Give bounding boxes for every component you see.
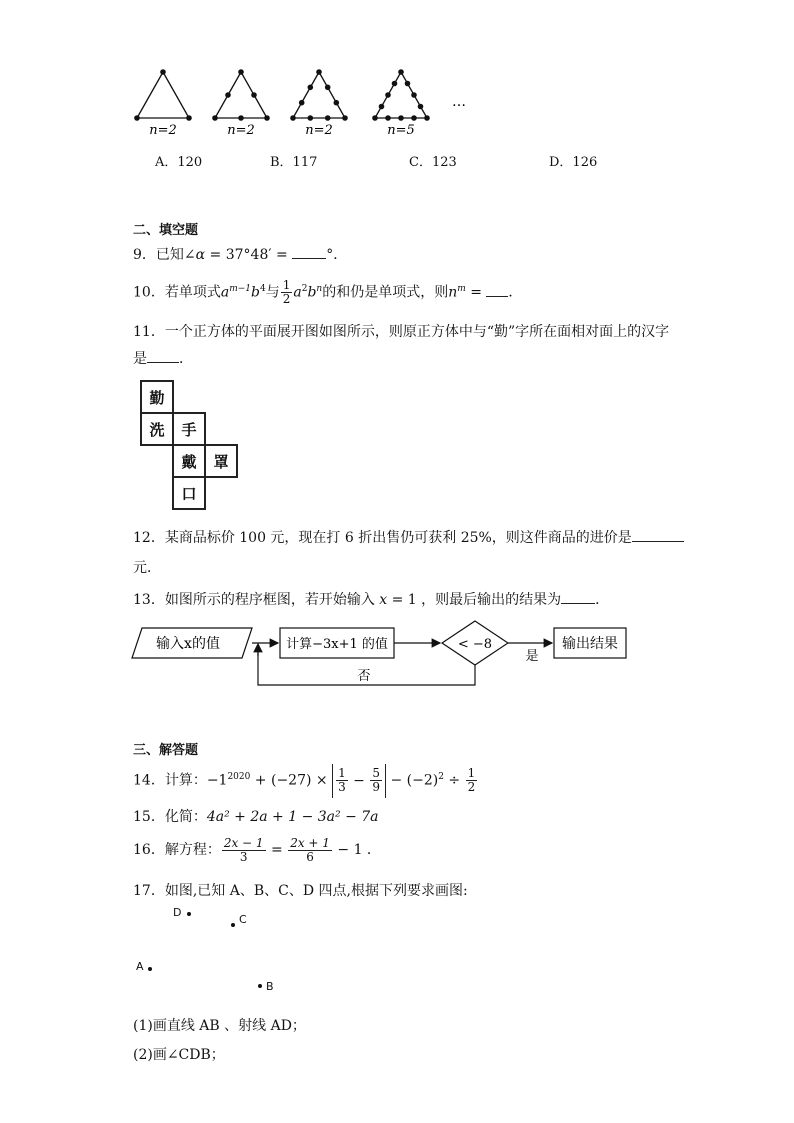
q10-fraction: $\frac{1}{2}$ <box>282 278 291 307</box>
section-answer-title: 三、解答题 <box>133 743 199 758</box>
q10-end: ． <box>508 284 523 301</box>
q16-frac2: $\frac{2x + 1}{6}$ <box>290 835 330 864</box>
q10-term1-a: a <box>220 284 230 301</box>
q10-mid: 与 <box>265 284 280 301</box>
point-a-label: A <box>136 960 144 973</box>
q10-term1-b: b <box>251 284 260 301</box>
q11-shi: 是 <box>133 351 147 367</box>
q14-exp2: 2 <box>438 772 444 782</box>
triangle-label-3: n=2 <box>305 123 333 138</box>
question-15 <box>133 806 379 826</box>
q10-post: 的和仍是单项式，则 <box>322 284 449 301</box>
program-flowchart <box>128 616 638 692</box>
q10-term1-exp2: 4 <box>259 284 266 294</box>
q14-p2: + (−27) × <box>250 772 333 789</box>
q13-pre: 13．如图所示的程序框图，若开始输入 <box>133 592 380 608</box>
q14-pre: 14．计算：−1 <box>133 772 228 789</box>
question-17: 17．如图,已知 A、B、C、D 四点,根据下列要求画图: <box>133 883 468 899</box>
section-fill-in-title: 二、填空题 <box>133 223 199 238</box>
triangle-3 <box>293 72 345 118</box>
q14-frac3: $\frac{1}{2}$ <box>467 766 476 795</box>
cube-net <box>138 378 242 512</box>
net-cell-kou: 口 <box>172 476 206 510</box>
q14-p4: ÷ <box>443 772 465 789</box>
flow-yes-label: 是 <box>525 649 539 664</box>
choice-a: A．120 <box>155 155 203 170</box>
q10-pre: 10．若单项式 <box>133 284 221 301</box>
q9-post: °． <box>326 247 348 263</box>
q9-pre: 9．已知∠ <box>133 247 196 263</box>
q9-answer-blank[interactable] <box>292 244 326 259</box>
net-cell-qin: 勤 <box>140 380 174 414</box>
q13-end: ． <box>595 592 610 608</box>
q10-term2-exp2: n <box>316 284 323 294</box>
q16-post: − 1 ． <box>332 842 381 858</box>
q15-pre: 15．化简： <box>133 809 207 825</box>
q15-expr: 4a² + 2a + 1 − 3a² − 7a <box>206 809 379 825</box>
q12-answer-blank[interactable] <box>632 527 684 542</box>
triangle-1 <box>137 72 189 118</box>
triangle-figures <box>125 62 485 142</box>
q10-term1-exp: m−1 <box>229 284 251 294</box>
q13-eq: = 1 ，则最后输出的结果为 <box>387 592 562 608</box>
q12-text: 12．某商品标价 100 元，现在打 6 折出售仍可获利 25%，则这件商品的进价是 <box>133 530 632 546</box>
q14-abs: $\frac{1}{3}$ − $\frac{5}{9}$ <box>332 764 386 798</box>
flow-no-label: 否 <box>357 669 371 684</box>
question-11-line-2 <box>133 348 193 368</box>
q9-alpha: α <box>195 247 206 263</box>
ellipsis: … <box>452 94 466 110</box>
q10-answer-blank[interactable] <box>486 282 508 297</box>
question-10 <box>133 272 522 310</box>
q13-x: x <box>379 592 388 608</box>
triangle-label-4: n=5 <box>387 123 415 138</box>
q16-frac1: $\frac{2x - 1}{3}$ <box>223 835 264 864</box>
q13-answer-blank[interactable] <box>561 589 595 604</box>
net-cell-shou: 手 <box>172 412 206 446</box>
q10-term2-b: b <box>307 284 317 301</box>
point-c <box>231 923 235 927</box>
q9-mid: = 37°48′ = <box>205 247 293 263</box>
question-12-line-1 <box>133 527 684 547</box>
q14-exp1: 2020 <box>227 772 251 782</box>
q14-p3: − (−2) <box>386 772 439 789</box>
triangle-label-2: n=2 <box>227 123 255 138</box>
q10-term2-a: a <box>293 284 302 301</box>
question-17-part-1: (1)画直线 AB 、射线 AD； <box>133 1018 306 1034</box>
point-a <box>148 967 152 971</box>
q10-eq: = <box>465 284 487 301</box>
triangle-2 <box>215 72 267 118</box>
q16-eq: = <box>266 842 288 858</box>
point-d-label: D <box>173 906 182 919</box>
point-c-label: C <box>239 913 247 926</box>
question-12-line-2: 元． <box>133 560 161 576</box>
question-16 <box>133 833 381 867</box>
flow-output-label: 输出结果 <box>562 636 618 652</box>
choice-c: C．123 <box>409 155 457 170</box>
triangle-label-1: n=2 <box>149 123 177 138</box>
net-cell-xi: 洗 <box>140 412 174 446</box>
choice-b: B．117 <box>270 155 318 170</box>
point-b-label: B <box>266 980 274 993</box>
point-b <box>258 984 262 988</box>
flow-input-label: 输入x的值 <box>156 636 220 652</box>
question-13 <box>133 589 609 609</box>
q10-n: n <box>448 284 458 301</box>
flow-compute-label: 计算−3x+1 的值 <box>286 637 388 652</box>
point-d <box>187 912 191 916</box>
choice-d: D．126 <box>549 155 598 170</box>
question-11-line-1: 11．一个正方体的平面展开图如图所示，则原正方体中与“勤”字所在面相对面上的汉字 <box>133 324 670 340</box>
q10-term2-exp: 2 <box>301 284 308 294</box>
q11-answer-blank[interactable] <box>147 348 179 363</box>
question-14 <box>133 760 478 798</box>
q16-pre: 16．解方程： <box>133 842 221 858</box>
question-9 <box>133 244 347 264</box>
q11-end: ． <box>179 351 193 367</box>
flow-condition-label: < −8 <box>457 637 493 652</box>
q10-n-exp: m <box>457 284 466 294</box>
triangle-4 <box>375 72 427 118</box>
question-17-part-2: (2)画∠CDB； <box>133 1047 225 1063</box>
net-cell-zhao: 罩 <box>204 444 238 478</box>
net-cell-dai: 戴 <box>172 444 206 478</box>
